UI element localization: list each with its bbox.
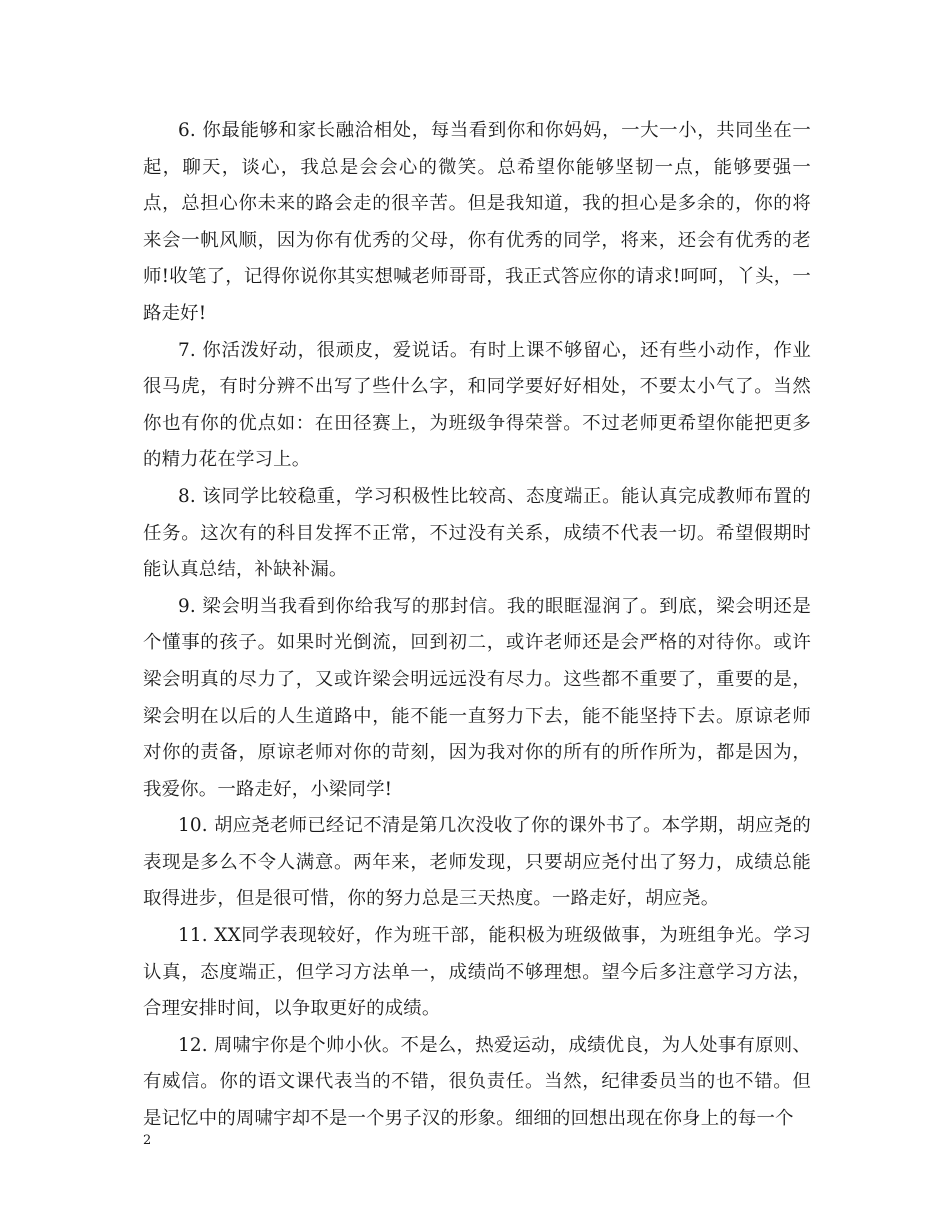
- paragraph-9: 9. 梁会明当我看到你给我写的那封信。我的眼眶湿润了。到底，梁会明还是个懂事的孩子。如果时光倒流，回到初二，或许老师还是会严格的对待你。或许梁会明真的尽力了，又或许梁会明远远没有尽力。这些都不重要了，重要的是，梁会明在以后的人生道路中，能不能一直努力下去，能不能坚持下去。原谅老师对你的责备，原谅老师对你的苛刻，因为我对你的所有的所作所为，都是因为，我爱你。一路走好，小梁同学!: [143, 595, 811, 800]
- document-body: [143, 113, 811, 1138]
- paragraph-10: 10. 胡应尧老师已经记不清是第几次没收了你的课外书了。本学期，胡应尧的表现是多么不令人满意。两年来，老师发现，只要胡应尧付出了努力，成绩总能取得进步，但是很可惜，你的努力总是三天热度。一路走好，胡应尧。: [143, 815, 811, 910]
- paragraph-7: 7. 你活泼好动，很顽皮，爱说话。有时上课不够留心，还有些小动作，作业很马虎，有时分辨不出写了些什么字，和同学要好好相处，不要太小气了。当然你也有你的优点如：在田径赛上，为班级争得荣誉。不过老师更希望你能把更多的精力花在学习上。: [143, 339, 811, 471]
- paragraph-6: 6. 你最能够和家长融洽相处，每当看到你和你妈妈，一大一小，共同坐在一起，聊天，谈心，我总是会会心的微笑。总希望你能够坚韧一点，能够要强一点，总担心你未来的路会走的很辛苦。但是我知道，我的担心是多余的，你的将来会一帆风顺，因为你有优秀的父母，你有优秀的同学，将来，还会有优秀的老师!收笔了，记得你说你其实想喊老师哥哥，我正式答应你的请求!呵呵，丫头，一路走好!: [143, 120, 811, 324]
- page-number: 2: [143, 1133, 152, 1148]
- paragraph-11: 11. XX同学表现较好，作为班干部，能积极为班级做事，为班组争光。学习认真，态度端正，但学习方法单一，成绩尚不够理想。望今后多注意学习方法，合理安排时间，以争取更好的成绩。: [143, 925, 811, 1020]
- paragraph-12: 12. 周啸宇你是个帅小伙。不是么，热爱运动，成绩优良，为人处事有原则、有威信。你的语文课代表当的不错，很负责任。当然，纪律委员当的也不错。但是记忆中的周啸宇却不是一个男子汉的形象。细细的回想出现在你身上的每一个: [143, 1034, 811, 1130]
- paragraph-8: 8. 该同学比较稳重，学习积极性比较高、态度端正。能认真完成教师布置的任务。这次有的科目发挥不正常，不过没有关系，成绩不代表一切。希望假期时能认真总结，补缺补漏。: [143, 485, 811, 581]
